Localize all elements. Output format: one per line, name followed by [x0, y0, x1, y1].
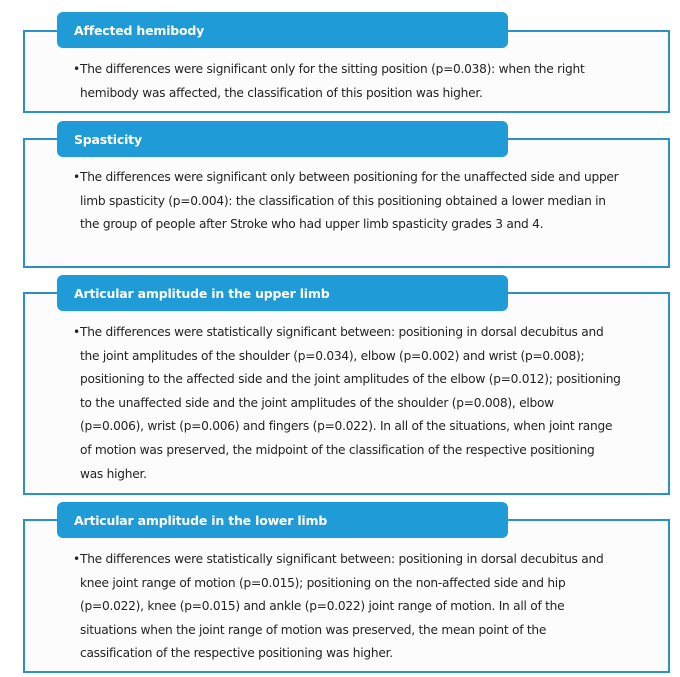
- bullet-text: The differences were statistically significant between: positioning in dorsal decubitus and knee joint range of motion (p=0.015); positioning on the non-affected side and hip (p=0.022), knee (p=0.015) and ankle (p=0.022) joint range of motion. In all of the situations when the joint range of motion was preserved, the mean point of the cassification of the respective positioning was higher.: [80, 552, 604, 661]
- section-header: [57, 121, 508, 157]
- section-header: [57, 12, 508, 48]
- section-header: [57, 275, 508, 311]
- section-title: Articular amplitude in the lower limb: [74, 512, 328, 528]
- bullet-text: The differences were significant only for the sitting position (p=0.038): when the right hemibody was affected, the classification of this position was higher.: [80, 62, 585, 100]
- section-title: Affected hemibody: [74, 22, 205, 38]
- bullet-text: The differences were significant only between positioning for the unaffected side and upper limb spasticity (p=0.004): the classification of this positioning obtained a lower median in the group of people after Stroke who had upper limb spasticity grades 3 and 4.: [80, 170, 619, 232]
- section-title: Articular amplitude in the upper limb: [74, 285, 330, 301]
- section-header: [57, 502, 508, 538]
- bullet-icon: •: [73, 170, 80, 184]
- section-content: [73, 321, 621, 486]
- bullet-icon: •: [73, 552, 80, 566]
- bullet-item: [73, 58, 621, 105]
- bullet-item: [73, 166, 621, 237]
- bullet-item: [73, 321, 621, 486]
- bullet-text: The differences were statistically significant between: positioning in dorsal decubitus and the joint amplitudes of the shoulder (p=0.034), elbow (p=0.002) and wrist (p=0.008); positioning to the affected side and the joint amplitudes of the elbow (p=0.012); positioning to the unaffected side and the joint amplitudes of the shoulder (p=0.008), elbow (p=0.006), wrist (p=0.006) and fingers (p=0.022). In all of the situations, when joint range of motion was preserved, the midpoint of the classification of the respective positioning was higher.: [80, 325, 621, 481]
- section-content: [73, 166, 621, 237]
- bullet-item: [73, 548, 621, 666]
- section-content: [73, 58, 621, 105]
- bullet-icon: •: [73, 325, 80, 339]
- section-title: Spasticity: [74, 131, 142, 147]
- section-content: [73, 548, 621, 666]
- bullet-icon: •: [73, 62, 80, 76]
